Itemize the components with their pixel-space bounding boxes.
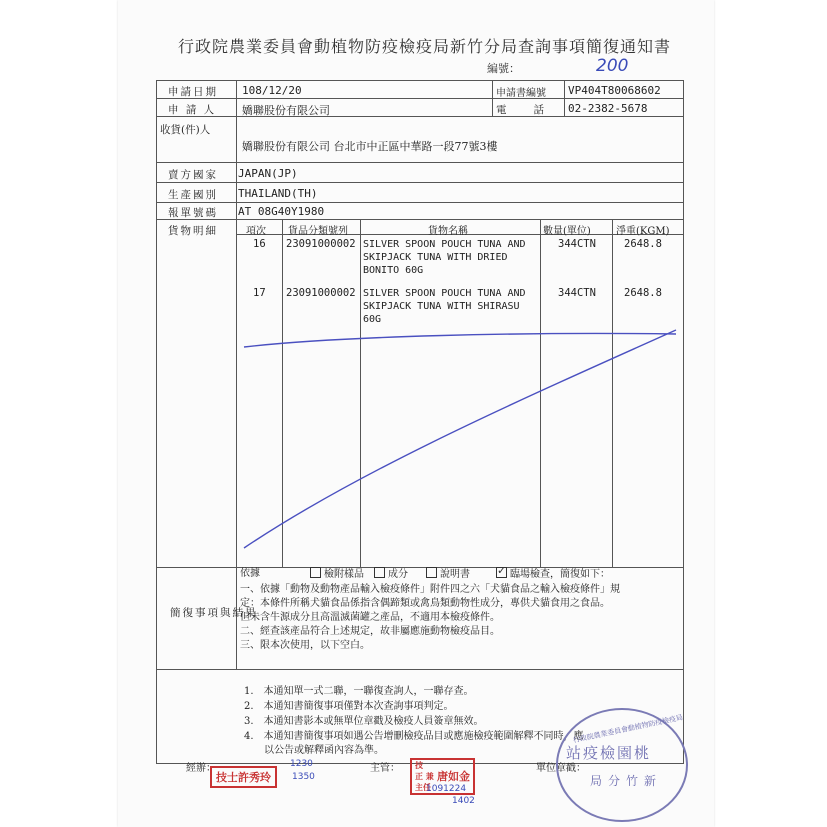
supervisor-stamp: 技 正 兼主任唐如金 — [410, 758, 475, 795]
supervisor-label: 主管： — [370, 763, 400, 774]
header-item: 項次 — [246, 226, 266, 237]
declaration-label: 報單號碼 — [168, 207, 218, 219]
header-qty: 數量(單位) — [543, 226, 591, 237]
row-code: 23091000002 — [286, 238, 356, 250]
note-line: 1. 本通知單一式二聯，一聯復查詢人，一聯存查。 — [244, 686, 474, 697]
header-code: 貨品分類號列 — [288, 226, 348, 237]
handler-stamp: 技士許秀玲 — [210, 766, 277, 788]
unit-seal-label: 單位章戳： — [536, 763, 586, 774]
origin-label: 生產國別 — [168, 189, 218, 201]
option-onsite: ✓ 臨場檢查，簡復如下： — [497, 564, 610, 580]
unit-seal — [556, 708, 688, 822]
phone-label: 電 話 — [496, 104, 546, 116]
seal-top-text: 行政院農業委員會動植物防疫檢疫局 — [572, 713, 684, 745]
handler-label: 經辦： — [186, 763, 216, 774]
checkbox-onsite-checked — [496, 564, 507, 578]
seal-bottom-text: 局分竹新 — [590, 774, 663, 788]
phone-value: 02-2382-5678 — [568, 102, 648, 115]
row-code: 23091000002 — [286, 287, 356, 299]
handler-hw-time: 1350 — [292, 772, 315, 782]
handler-hw-time: 1230 — [290, 759, 313, 769]
checkbox-ingredients — [374, 567, 385, 578]
basis-label: 依據 — [240, 568, 260, 579]
serial-handwritten: 200 — [596, 56, 629, 76]
form-no-value: VP404T80068602 — [568, 84, 661, 97]
declaration-value: AT 08G40Y1980 — [238, 205, 325, 218]
origin-value: THAILAND(TH) — [238, 187, 318, 200]
applicant-label: 申 請 人 — [168, 104, 217, 116]
reply-line: 二、經查該產品符合上述規定，故非屬應施動物檢疫品目。 — [240, 626, 500, 637]
reply-line: 但未含牛源成分且高溫滅菌罐之產品，不適用本檢疫條件。 — [240, 612, 500, 623]
row-item: 17 — [253, 287, 266, 299]
row-name: SILVER SPOON POUCH TUNA AND SKIPJACK TUNA WITH DRIED BONITO 60G — [363, 239, 526, 276]
document-title: 行政院農業委員會動植物防疫檢疫局新竹分局查詢事項簡復通知書 — [178, 37, 672, 56]
seal-main-text: 站疫檢園桃 — [566, 744, 652, 762]
note-line: 3. 本通知書影本或無單位章戳及檢疫人員簽章無效。 — [244, 716, 484, 727]
reply-line: 三、限本次使用，以下空白。 — [240, 640, 370, 651]
reply-line: 一、依據「動物及動物產品輸入檢疫條件」附件四之六「犬貓食品之輸入檢疫條件」規 — [240, 584, 620, 595]
check-mark-icon: ✓ — [497, 564, 507, 577]
row-weight: 2648.8 — [624, 287, 662, 299]
row-name: SILVER SPOON POUCH TUNA AND SKIPJACK TUNA WITH SHIRASU 60G — [363, 288, 526, 325]
seller-country-value: JAPAN(JP) — [238, 167, 298, 180]
supervisor-hw-time: 1402 — [452, 796, 475, 806]
serial-label: 編號： — [487, 62, 520, 75]
header-name: 貨物名稱 — [428, 226, 468, 237]
applicant-value: 嬌聯股份有限公司 — [242, 104, 330, 117]
reply-section-label: 簡復事項與結果 — [170, 607, 258, 619]
goods-section-label: 貨物明細 — [168, 225, 218, 237]
checkbox-sample — [310, 567, 321, 578]
note-line: 以公告或解釋函內容為準。 — [244, 745, 384, 756]
row-qty: 344CTN — [558, 238, 596, 250]
option-manual: 說明書 — [426, 567, 470, 582]
row-qty: 344CTN — [558, 287, 596, 299]
supervisor-hw-date: 1091224 — [426, 784, 467, 794]
consignee-value: 嬌聯股份有限公司 台北市中正區中華路一段77號3樓 — [242, 140, 498, 153]
option-ingredients: 成分 — [374, 567, 408, 582]
checkbox-manual — [426, 567, 437, 578]
apply-date-value: 108/12/20 — [242, 84, 302, 97]
row-item: 16 — [253, 238, 266, 250]
row-weight: 2648.8 — [624, 238, 662, 250]
reply-line: 定：本條件所稱犬貓食品係指含偶蹄類或禽鳥類動物性成分，專供犬貓食用之食品。 — [240, 598, 610, 609]
note-line: 2. 本通知書簡復事項僅對本次查詢事項判定。 — [244, 701, 454, 712]
consignee-label: 收貨(件)人 — [160, 124, 211, 136]
seller-country-label: 賣方國家 — [168, 169, 218, 181]
note-line: 4. 本通知書簡復事項如遇公告增刪檢疫品目或應施檢疫範圍解釋不同時，應 — [244, 731, 584, 742]
apply-date-label: 申請日期 — [168, 86, 218, 98]
header-weight: 淨重(KGM) — [616, 226, 670, 237]
option-sample: 檢附樣品 — [310, 567, 364, 582]
form-no-label: 申請書編號 — [496, 88, 546, 99]
